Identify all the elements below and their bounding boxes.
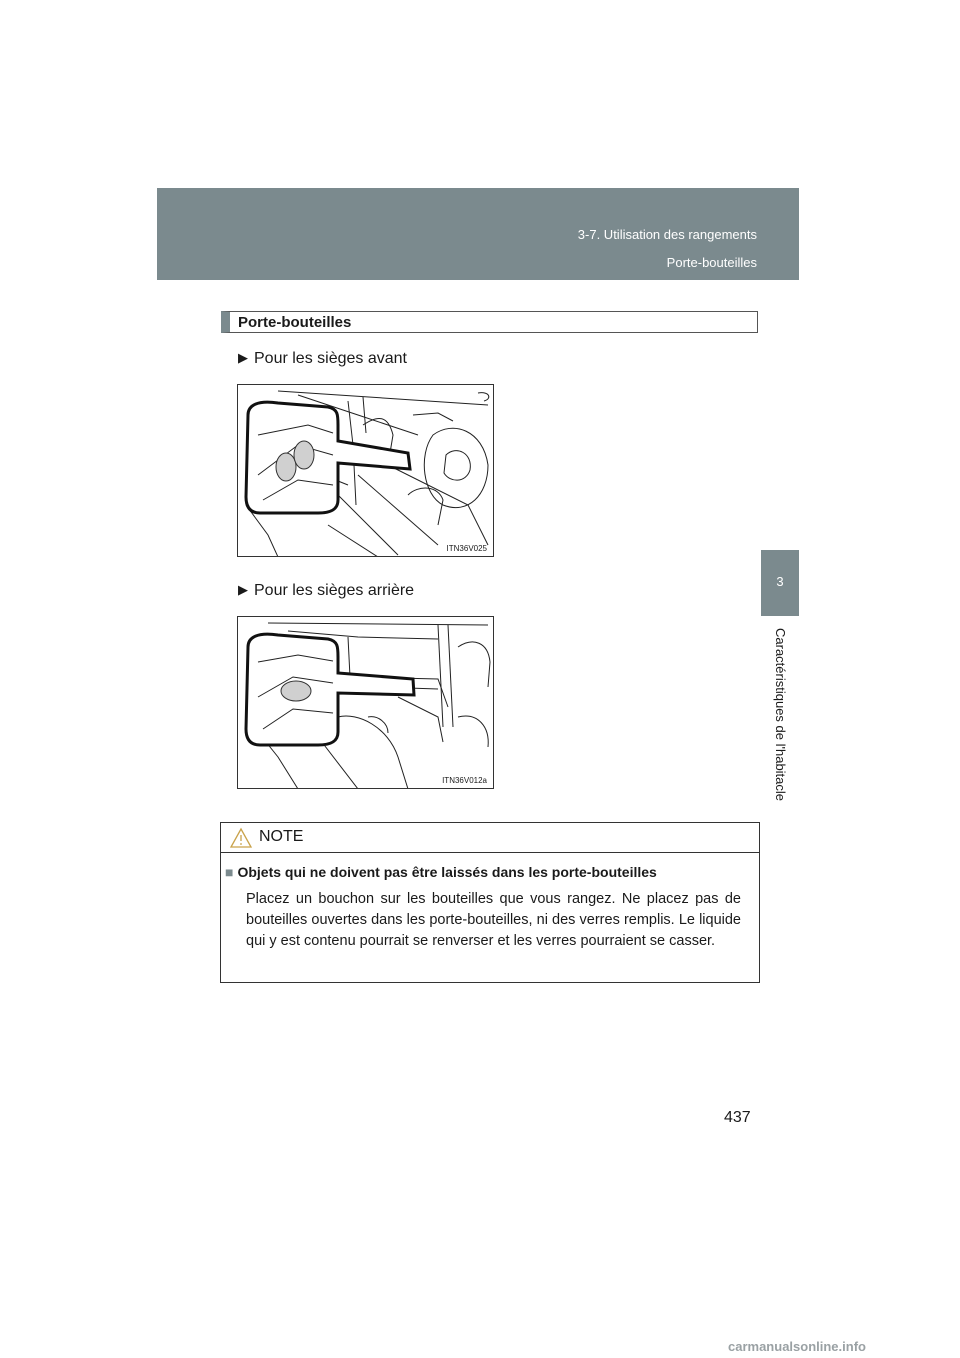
square-bullet-icon: ■	[225, 864, 234, 880]
header-section-title: 3-7. Utilisation des rangements	[577, 227, 757, 242]
figure-front-seats	[237, 384, 494, 557]
bullet-front-seats	[238, 350, 407, 368]
warning-icon	[229, 827, 253, 849]
chapter-number: 3	[776, 574, 784, 589]
figure-code: ITN36V025	[446, 544, 487, 553]
chapter-label: Caractéristiques de l'habitacle	[773, 628, 788, 802]
rear-cup-holder-illustration	[238, 617, 494, 789]
figure-rear-seats	[237, 616, 494, 789]
bullet-rear-seats	[238, 582, 414, 600]
note-subtitle-text: Objets qui ne doivent pas être laissés dans les porte-bouteilles	[237, 864, 657, 880]
section-title: Porte-bouteilles	[238, 314, 352, 331]
page-number: 437	[724, 1109, 751, 1126]
triangle-bullet-icon: ▶	[238, 350, 248, 365]
front-cup-holder-illustration	[238, 385, 494, 557]
chapter-label-wrap	[765, 628, 795, 828]
chapter-tab	[761, 550, 799, 616]
triangle-bullet-icon: ▶	[238, 582, 248, 597]
figure-code: ITN36V012a	[442, 776, 487, 785]
note-box	[220, 822, 760, 983]
note-label: NOTE	[259, 828, 304, 845]
note-header	[221, 823, 759, 853]
section-title-box	[221, 311, 758, 333]
watermark: carmanualsonline.info	[728, 1339, 866, 1354]
note-subtitle	[225, 864, 657, 880]
header-subsection-title: Porte-bouteilles	[666, 255, 757, 270]
bullet-label: Pour les sièges arrière	[254, 582, 415, 599]
header-band	[157, 188, 799, 280]
note-body: Placez un bouchon sur les bouteilles que vous rangez. Ne placez pas de bouteilles ouvertes dans les porte-bouteilles, ni des verres remplis. Le liquide qui y est contenu pourrait se renverser et les verres pourraient se casser.	[246, 891, 741, 949]
bullet-label: Pour les sièges avant	[254, 350, 407, 367]
